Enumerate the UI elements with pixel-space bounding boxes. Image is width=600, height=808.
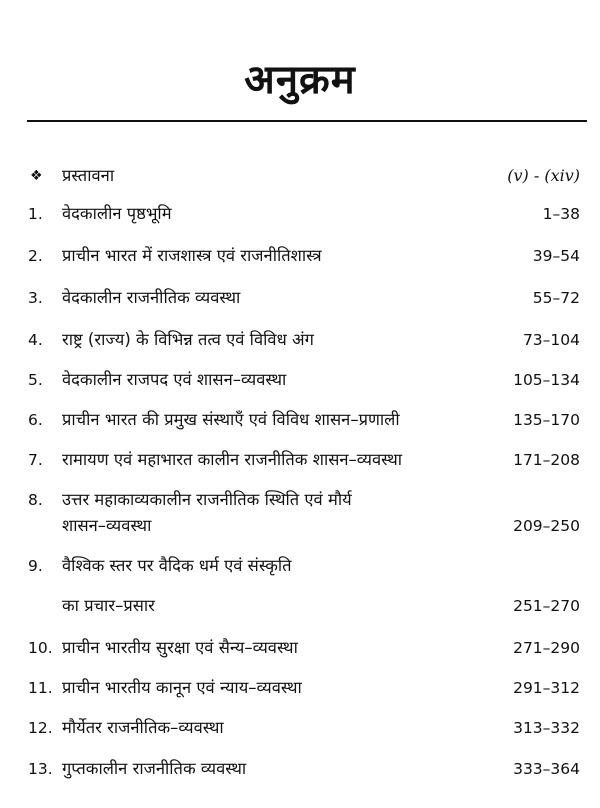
toc-entry-4[interactable] — [0, 326, 600, 354]
toc-entry-pages: 271–290 — [513, 639, 580, 657]
toc-entry-number: 9. — [28, 557, 43, 575]
toc-entry-number: 12. — [28, 719, 53, 737]
toc-entry-number: 10. — [28, 639, 53, 657]
toc-entry-7[interactable] — [0, 446, 600, 474]
toc-entry-title: उत्तर महाकाव्यकालीन राजनीतिक स्थिति एवं मौर्य — [62, 490, 352, 509]
toc-entry-pages: 39–54 — [532, 247, 580, 265]
toc-entry-number: 5. — [28, 371, 43, 389]
toc-entry-pages: 209–250 — [513, 517, 580, 535]
toc-entry-pages: 105–134 — [513, 371, 580, 389]
toc-entry-number: 3. — [28, 289, 43, 307]
toc-entry-pages: (v) - (xiv) — [507, 166, 580, 185]
toc-entry-1[interactable] — [0, 200, 600, 228]
toc-entry-title: वेदकालीन राजपद एवं शासन–व्यवस्था — [62, 370, 287, 389]
toc-entry-title: मौर्येतर राजनीतिक–व्यवस्था — [62, 718, 224, 737]
toc-entry-2[interactable] — [0, 242, 600, 270]
toc-entry-pages: 333–364 — [513, 760, 580, 778]
toc-entry-pages: 55–72 — [532, 289, 580, 307]
toc-entry-pages: 135–170 — [513, 411, 580, 429]
toc-entry-title: प्राचीन भारत में राजशास्त्र एवं राजनीतिशास्त्र — [62, 246, 322, 265]
toc-entry-10[interactable] — [0, 634, 600, 662]
toc-entry-number: 13. — [28, 760, 53, 778]
toc-entry-12[interactable] — [0, 714, 600, 742]
toc-entry-title: प्रस्तावना — [62, 166, 115, 185]
toc-entry-pages: 251–270 — [513, 597, 580, 615]
title-divider — [27, 120, 587, 122]
toc-entry-title: प्राचीन भारतीय सुरक्षा एवं सैन्य–व्यवस्था — [62, 638, 298, 657]
toc-entry-title: वेदकालीन पृष्ठभूमि — [62, 204, 172, 223]
toc-entry-5[interactable] — [0, 366, 600, 394]
toc-entry-title: वेदकालीन राजनीतिक व्यवस्था — [62, 288, 241, 307]
toc-entry-number: 6. — [28, 411, 43, 429]
toc-entry-title: प्राचीन भारतीय कानून एवं न्याय–व्यवस्था — [62, 678, 302, 697]
toc-entry-title-continued: का प्रचार–प्रसार — [62, 596, 155, 615]
toc-entry-number: 2. — [28, 247, 43, 265]
toc-entry-3[interactable] — [0, 284, 600, 312]
toc-entry-number: 4. — [28, 331, 43, 349]
toc-entry-number: 1. — [28, 205, 43, 223]
toc-entry-title: गुप्तकालीन राजनीतिक व्यवस्था — [62, 759, 247, 778]
bullet-icon: ❖ — [30, 168, 43, 184]
toc-entry-8[interactable] — [0, 486, 600, 554]
toc-entry-title: वैश्विक स्तर पर वैदिक धर्म एवं संस्कृति — [62, 556, 292, 575]
toc-entry-number: 8. — [28, 491, 43, 509]
toc-entry-preface[interactable] — [0, 162, 600, 190]
toc-entry-13[interactable] — [0, 755, 600, 783]
toc-entry-11[interactable] — [0, 674, 600, 702]
toc-entry-title: प्राचीन भारत की प्रमुख संस्थाएँ एवं विविध शासन–प्रणाली — [62, 410, 400, 429]
toc-entry-pages: 313–332 — [513, 719, 580, 737]
toc-entry-title: राष्ट्र (राज्य) के विभिन्न तत्व एवं विविध अंग — [62, 330, 314, 349]
toc-entry-pages: 291–312 — [513, 679, 580, 697]
toc-entry-title-continued: शासन–व्यवस्था — [62, 516, 152, 535]
toc-entry-number: 7. — [28, 451, 43, 469]
toc-entry-pages: 1–38 — [542, 205, 580, 223]
toc-entry-number: 11. — [28, 679, 53, 697]
toc-entry-6[interactable] — [0, 406, 600, 434]
toc-entry-pages: 73–104 — [522, 331, 580, 349]
toc-entry-9[interactable] — [0, 552, 600, 624]
toc-entry-title: रामायण एवं महाभारत कालीन राजनीतिक शासन–व्यवस्था — [62, 450, 403, 469]
toc-entry-pages: 171–208 — [513, 451, 580, 469]
page-title: अनुक्रम — [244, 57, 356, 103]
